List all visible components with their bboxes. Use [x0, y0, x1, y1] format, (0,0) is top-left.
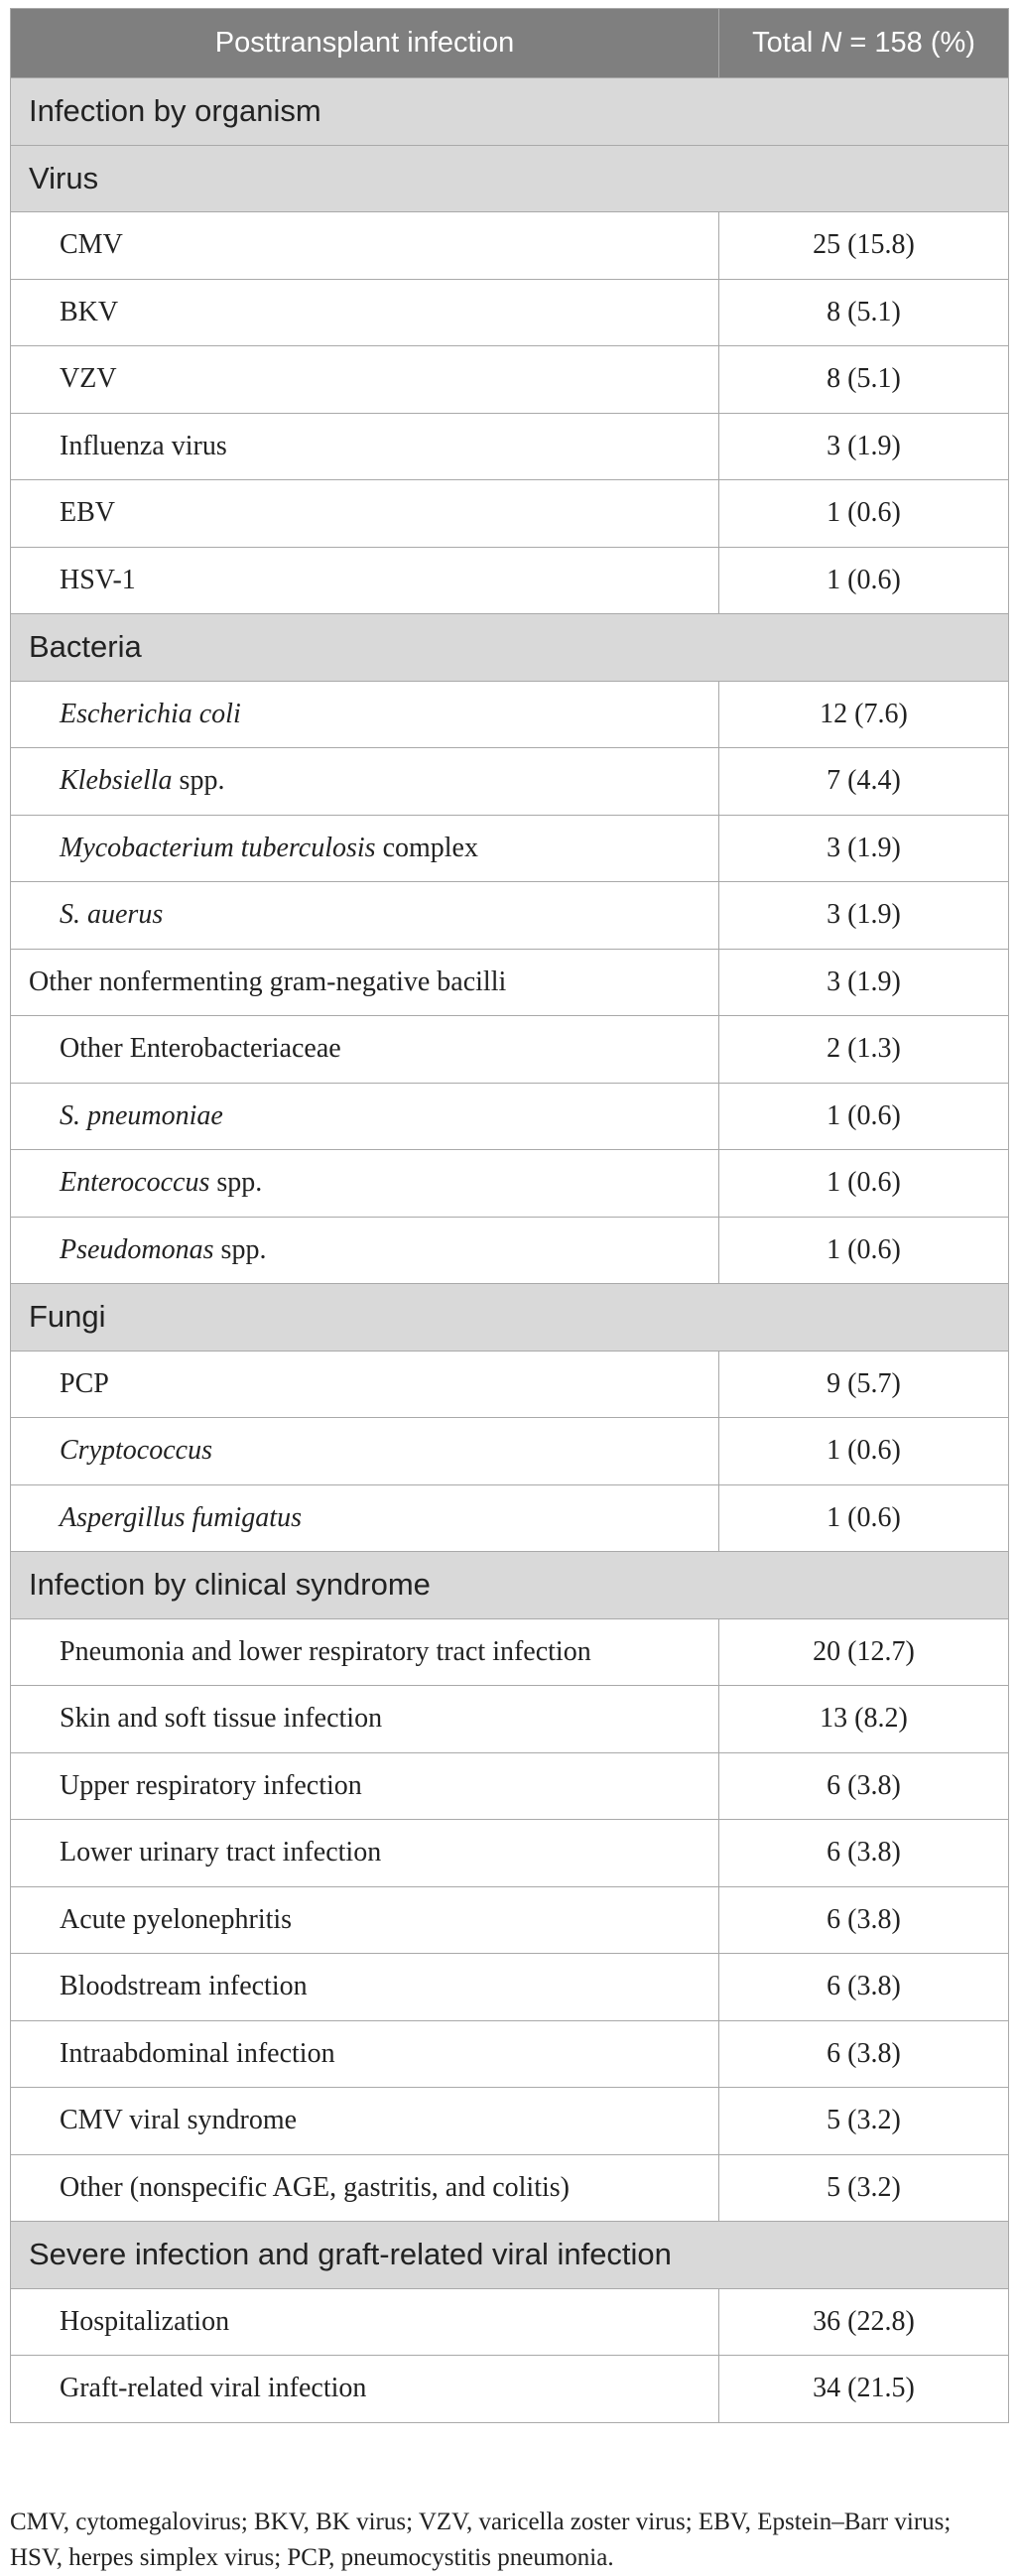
section-row	[11, 145, 1009, 212]
table-row	[11, 1217, 1009, 1284]
table-row	[11, 1150, 1009, 1218]
infection-table	[10, 8, 1009, 2423]
section-row	[11, 1552, 1009, 1619]
row-label	[11, 1150, 719, 1218]
row-label	[11, 1954, 719, 2021]
row-label	[11, 1217, 719, 1284]
table-row	[11, 2288, 1009, 2356]
row-label-part: Upper respiratory infection	[60, 1769, 362, 1801]
table-footnote: CMV, cytomegalovirus; BKV, BK virus; VZV, varicella zoster virus; EBV, Epstein–Barr virus; HSV, herpes simplex virus; PCP, pneumocystitis pneumonia.	[10, 2509, 952, 2571]
row-label-part: Other (nonspecific AGE, gastritis, and colitis)	[60, 2171, 570, 2203]
row-label-part: Graft-related viral infection	[60, 2373, 367, 2404]
header-total-suffix: = 158 (%)	[841, 27, 975, 59]
section-label: Bacteria	[11, 614, 1009, 682]
row-label-part: Enterococcus	[60, 1167, 210, 1199]
row-label-part: EBV	[60, 497, 115, 529]
row-label-part: spp.	[209, 1167, 263, 1199]
row-value: 34 (21.5)	[719, 2356, 1009, 2423]
row-label	[11, 346, 719, 414]
table-body	[11, 78, 1009, 2423]
row-value: 1 (0.6)	[719, 1150, 1009, 1218]
row-label	[11, 681, 719, 748]
table-row	[11, 1954, 1009, 2021]
table-row	[11, 882, 1009, 950]
table-row	[11, 748, 1009, 816]
row-label	[11, 2154, 719, 2222]
row-value: 1 (0.6)	[719, 1217, 1009, 1284]
table-row	[11, 1484, 1009, 1552]
section-label: Fungi	[11, 1284, 1009, 1352]
row-value: 6 (3.8)	[719, 2020, 1009, 2088]
table-row	[11, 2154, 1009, 2222]
section-label: Infection by organism	[11, 78, 1009, 146]
table-row	[11, 1083, 1009, 1150]
row-label-part: Mycobacterium tuberculosis	[60, 832, 376, 863]
row-label	[11, 1351, 719, 1418]
row-label	[11, 815, 719, 882]
row-value: 25 (15.8)	[719, 212, 1009, 280]
row-value: 9 (5.7)	[719, 1351, 1009, 1418]
row-value: 1 (0.6)	[719, 1484, 1009, 1552]
table-row	[11, 212, 1009, 280]
row-label	[11, 1618, 719, 1686]
row-label-part: HSV-1	[60, 564, 136, 595]
row-label-part: Lower urinary tract infection	[60, 1837, 382, 1868]
table-row	[11, 949, 1009, 1016]
row-value: 36 (22.8)	[719, 2288, 1009, 2356]
table-row	[11, 1686, 1009, 1753]
row-value: 3 (1.9)	[719, 882, 1009, 950]
row-label-part: Acute pyelonephritis	[60, 1903, 293, 1935]
row-value: 13 (8.2)	[719, 1686, 1009, 1753]
section-row	[11, 1284, 1009, 1352]
row-value: 3 (1.9)	[719, 413, 1009, 480]
row-value: 1 (0.6)	[719, 1083, 1009, 1150]
row-label-part: S. auerus	[60, 899, 164, 931]
table-row	[11, 1886, 1009, 1954]
row-label-part: S. pneumoniae	[60, 1099, 223, 1131]
section-label: Virus	[11, 145, 1009, 212]
table-header-row	[11, 9, 1009, 78]
row-label	[11, 212, 719, 280]
row-value: 1 (0.6)	[719, 480, 1009, 548]
row-label	[11, 547, 719, 614]
row-label	[11, 2356, 719, 2423]
row-label-part: Aspergillus fumigatus	[60, 1501, 302, 1533]
row-label	[11, 413, 719, 480]
row-label-part: Influenza virus	[60, 430, 227, 461]
row-label-part: Intraabdominal infection	[60, 2037, 335, 2069]
row-value: 5 (3.2)	[719, 2154, 1009, 2222]
row-value: 7 (4.4)	[719, 748, 1009, 816]
row-value: 1 (0.6)	[719, 1418, 1009, 1485]
row-label-part: VZV	[60, 363, 117, 395]
row-value: 6 (3.8)	[719, 1752, 1009, 1820]
row-label-part: CMV viral syndrome	[60, 2105, 298, 2136]
row-label-part: Pneumonia and lower respiratory tract infection	[60, 1635, 591, 1667]
row-value: 12 (7.6)	[719, 681, 1009, 748]
table-row	[11, 547, 1009, 614]
row-label	[11, 949, 719, 1016]
row-label-part: BKV	[60, 296, 119, 327]
row-label	[11, 1016, 719, 1084]
row-value: 6 (3.8)	[719, 1820, 1009, 1887]
row-label-part: Other Enterobacteriaceae	[60, 1033, 341, 1065]
table-row	[11, 2356, 1009, 2423]
section-row	[11, 78, 1009, 146]
row-label	[11, 1686, 719, 1753]
row-value: 6 (3.8)	[719, 1886, 1009, 1954]
row-label	[11, 2088, 719, 2155]
table-row	[11, 1618, 1009, 1686]
table-row	[11, 681, 1009, 748]
row-value: 3 (1.9)	[719, 949, 1009, 1016]
row-label-part: Cryptococcus	[60, 1435, 212, 1467]
row-label	[11, 882, 719, 950]
row-label-part: Other nonfermenting gram-negative bacilli	[29, 966, 507, 997]
row-label-part: PCP	[60, 1367, 109, 1399]
table-row	[11, 1752, 1009, 1820]
section-label: Infection by clinical syndrome	[11, 1552, 1009, 1619]
row-value: 8 (5.1)	[719, 346, 1009, 414]
table-row	[11, 2088, 1009, 2155]
row-label	[11, 1886, 719, 1954]
row-label	[11, 1083, 719, 1150]
row-value: 3 (1.9)	[719, 815, 1009, 882]
row-label-part: spp.	[172, 765, 225, 797]
row-label-part: Escherichia coli	[60, 698, 241, 729]
table-container	[10, 8, 1008, 2423]
table-row	[11, 815, 1009, 882]
table-row	[11, 1016, 1009, 1084]
row-value: 8 (5.1)	[719, 279, 1009, 346]
table-row	[11, 1351, 1009, 1418]
row-label-part: Skin and soft tissue infection	[60, 1703, 383, 1735]
row-label	[11, 748, 719, 816]
table-row	[11, 279, 1009, 346]
row-label	[11, 480, 719, 548]
row-label-part: CMV	[60, 229, 123, 261]
header-total-n: N	[821, 27, 842, 59]
section-row	[11, 2222, 1009, 2289]
section-row	[11, 614, 1009, 682]
row-value: 20 (12.7)	[719, 1618, 1009, 1686]
section-label: Severe infection and graft-related viral infection	[11, 2222, 1009, 2289]
row-value: 2 (1.3)	[719, 1016, 1009, 1084]
header-infection: Posttransplant infection	[11, 9, 719, 78]
row-label-part: Hospitalization	[60, 2305, 230, 2337]
row-value: 6 (3.8)	[719, 1954, 1009, 2021]
row-value: 5 (3.2)	[719, 2088, 1009, 2155]
table-row	[11, 1418, 1009, 1485]
table-row	[11, 480, 1009, 548]
row-label-part: complex	[375, 832, 478, 863]
table-row	[11, 2020, 1009, 2088]
header-total	[719, 9, 1009, 78]
row-label-part: Klebsiella	[60, 765, 173, 797]
row-label-part: Pseudomonas	[60, 1233, 214, 1265]
table-row	[11, 413, 1009, 480]
row-label	[11, 1418, 719, 1485]
row-label	[11, 1752, 719, 1820]
row-label-part: spp.	[213, 1233, 267, 1265]
row-value: 1 (0.6)	[719, 547, 1009, 614]
row-label	[11, 279, 719, 346]
table-row	[11, 1820, 1009, 1887]
row-label	[11, 2288, 719, 2356]
row-label-part: Bloodstream infection	[60, 1971, 308, 2002]
table-row	[11, 346, 1009, 414]
row-label	[11, 1484, 719, 1552]
row-label	[11, 2020, 719, 2088]
row-label	[11, 1820, 719, 1887]
header-total-prefix: Total	[752, 27, 822, 59]
